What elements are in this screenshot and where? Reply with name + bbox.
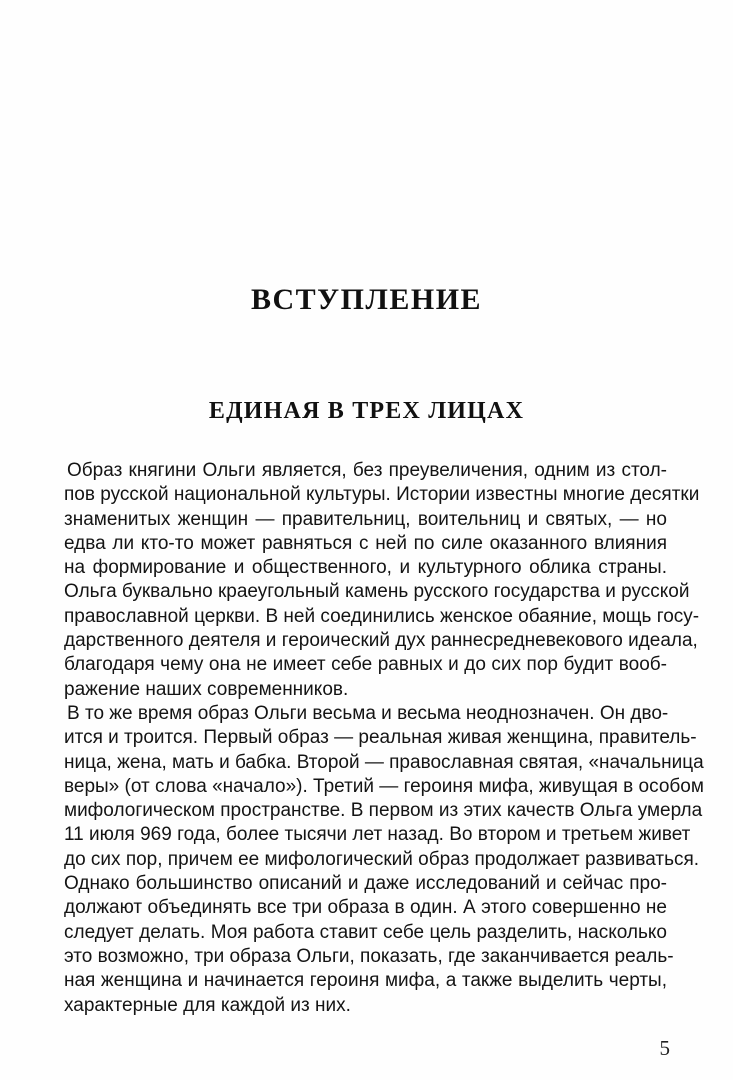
text-line: Однако большинство описаний и даже исследований и сейчас про- — [64, 873, 667, 895]
text-line: православной церкви. В ней соединились женское обаяние, мощь госу- — [64, 605, 700, 627]
text-line: ражение наших современников. — [64, 678, 349, 700]
text-line: пов русской национальной культуры. Истории известны многие десятки — [64, 484, 700, 506]
text-line: характерные для каждой из них. — [64, 994, 351, 1016]
chapter-title: ВСТУПЛЕНИЕ — [250, 283, 483, 316]
body-text — [64, 459, 704, 1018]
text-line: до сих пор, причем ее мифологический образ продолжает развиваться. — [64, 848, 700, 870]
paragraph-1 — [64, 459, 700, 702]
text-line: дарственного деятеля и героический дух раннесредневекового идеала, — [64, 630, 698, 652]
text-line: Ольга буквально краеугольный камень русского государства и русской — [64, 581, 690, 603]
text-line: веры» (от слова «начало»). Третий — героиня мифа, живущая в особом — [64, 775, 704, 797]
text-line: на формирование и общественного, и культурного облика страны. — [64, 557, 667, 579]
text-line: знаменитых женщин — правительниц, воительниц и святых, — но — [64, 508, 667, 530]
text-line: ница, жена, мать и бабка. Второй — православная святая, «начальница — [64, 751, 704, 773]
text-line: благодаря чему она не имеет себе равных и до сих пор будит вооб- — [64, 654, 667, 676]
text-line: 11 июля 969 года, более тысячи лет назад. Во втором и третьем живет — [64, 824, 691, 846]
text-line: Образ княгини Ольги является, без преувеличения, одним из стол- — [67, 460, 667, 481]
text-line: ится и троится. Первый образ — реальная живая женщина, правитель- — [64, 727, 697, 749]
text-line: едва ли кто-то может равняться с ней по силе оказанного влияния — [64, 532, 667, 554]
paragraph-2 — [64, 702, 704, 1018]
text-line: это возможно, три образа Ольги, показать, где заканчивается реаль- — [64, 945, 674, 967]
text-line: следует делать. Моя работа ставит себе цель разделить, насколько — [64, 921, 667, 943]
page-number: 5 — [659, 1036, 670, 1060]
text-line: должают объединять все три образа в один. А этого совершенно не — [64, 897, 667, 919]
text-line: мифологическом пространстве. В первом из этих качеств Ольга умерла — [64, 800, 703, 822]
section-title: ЕДИНАЯ В ТРЕХ ЛИЦАХ — [208, 398, 525, 424]
text-line: ная женщина и начинается героиня мифа, а также выделить черты, — [64, 970, 667, 992]
text-line: В то же время образ Ольги весьма и весьма неоднозначен. Он дво- — [67, 702, 669, 724]
